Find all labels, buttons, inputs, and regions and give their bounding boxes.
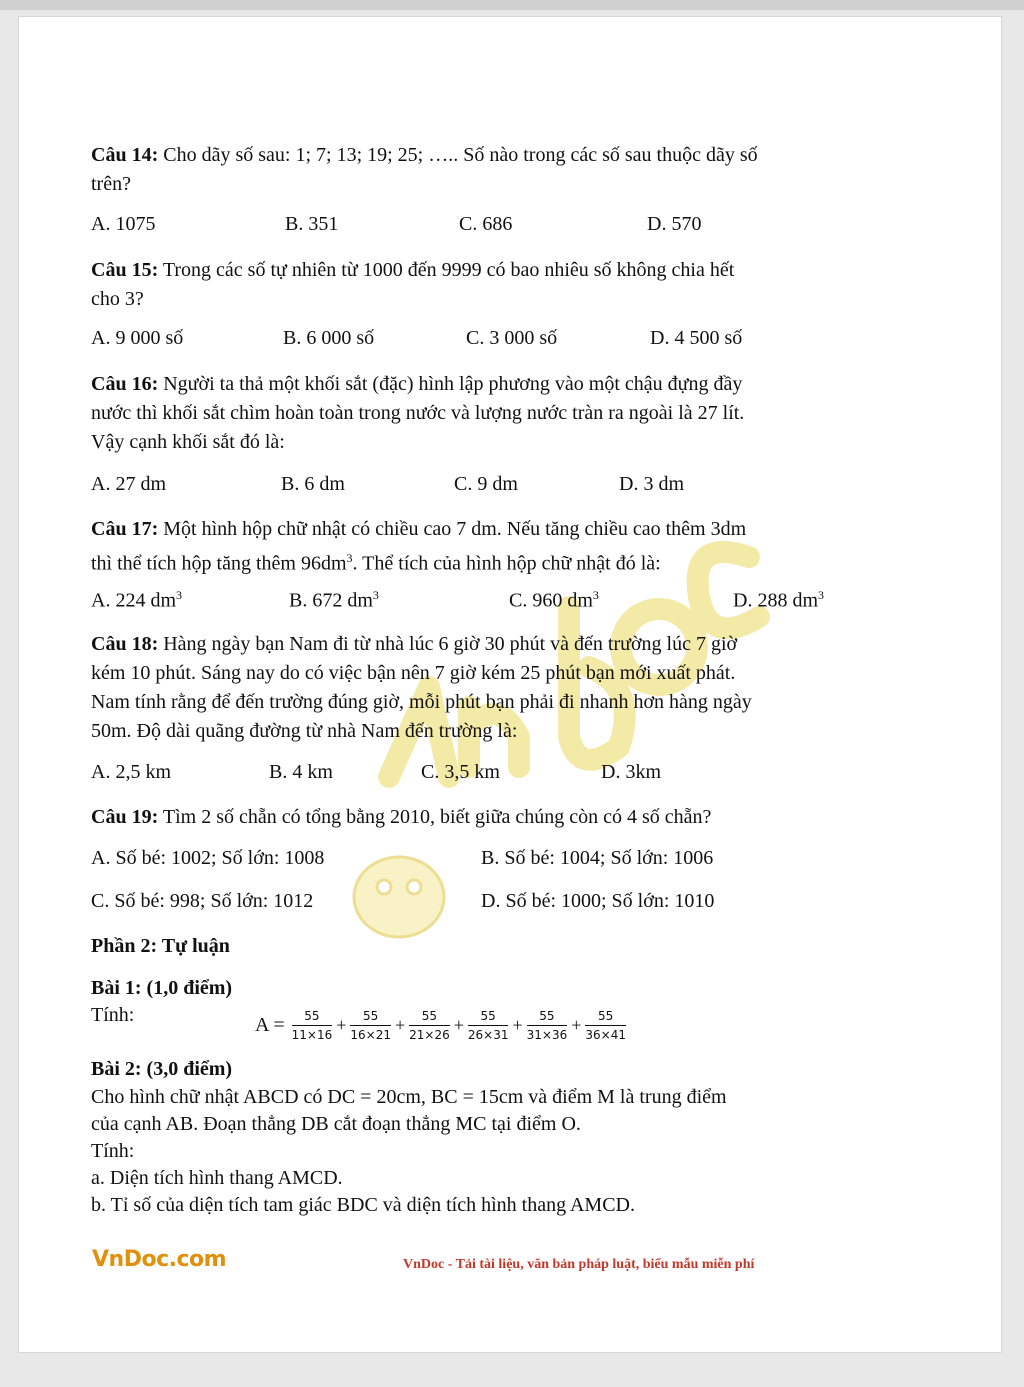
question-16-line3: Vậy cạnh khối sắt đó là:	[91, 431, 285, 453]
question-16-label: Câu 16:	[91, 373, 159, 395]
question-18-line4: 50m. Độ dài quãng đường từ nhà Nam đến trường là:	[91, 720, 518, 742]
question-19-option-c: C. Số bé: 998; Số lớn: 1012	[91, 890, 314, 912]
question-17-option-c-text: C. 960 dm	[509, 589, 593, 612]
question-19-label: Câu 19:	[91, 806, 159, 828]
question-14-text: Cho dãy số sau: 1; 7; 13; 19; 25; ….. Số nào trong các số sau thuộc dãy số	[158, 144, 758, 166]
plus-sign: +	[394, 1015, 406, 1035]
question-16-option-d: D. 3 dm	[619, 473, 684, 495]
part-2-heading: Phần 2: Tự luận	[91, 935, 230, 957]
bai-2-line2: của cạnh AB. Đoạn thẳng DB cắt đoạn thẳng MC tại điểm O.	[91, 1113, 581, 1135]
question-18-option-a: A. 2,5 km	[91, 761, 171, 783]
fraction-3-numerator: 55	[409, 1009, 450, 1026]
bai-1-tinh: Tính:	[91, 1004, 135, 1026]
fraction-1	[292, 1009, 333, 1042]
bai-2-heading: Bài 2: (3,0 điểm)	[91, 1058, 233, 1080]
question-19-text: Tìm 2 số chẵn có tổng bằng 2010, biết giữa chúng còn có 4 số chẵn?	[158, 806, 712, 828]
question-17-line1	[91, 515, 746, 544]
question-18-option-d: D. 3km	[601, 761, 661, 783]
question-17-text-a: thì thể tích hộp tăng thêm 96dm	[91, 552, 347, 575]
fraction-2	[350, 1009, 391, 1042]
question-16-line2: nước thì khối sắt chìm hoàn toàn trong nước và lượng nước tràn ra ngoài là 27 lít.	[91, 402, 745, 424]
question-17-option-a-text: A. 224 dm	[91, 589, 176, 612]
bai-1-heading: Bài 1: (1,0 điểm)	[91, 977, 233, 999]
fraction-1-denominator: 11×16	[291, 1028, 333, 1042]
question-17-line2	[91, 544, 661, 579]
question-15-label: Câu 15:	[91, 259, 159, 281]
fraction-3-denominator: 21×26	[409, 1028, 450, 1042]
question-17-superscript: 3	[346, 551, 353, 565]
question-19-option-a: A. Số bé: 1002; Số lớn: 1008	[91, 847, 325, 869]
question-16-line1	[91, 370, 742, 399]
plus-sign: +	[336, 1015, 347, 1035]
question-19-option-b: B. Số bé: 1004; Số lớn: 1006	[481, 847, 714, 869]
question-16-option-c: C. 9 dm	[454, 473, 518, 495]
question-14-line2: trên?	[91, 173, 131, 195]
bai-2-part-b: b. Tỉ số của diện tích tam giác BDC và diện tích hình thang AMCD.	[91, 1194, 635, 1216]
fraction-5	[527, 1009, 568, 1042]
fraction-4-numerator: 55	[468, 1009, 509, 1026]
question-15-option-d: D. 4 500 số	[650, 327, 743, 349]
viewer-top-bar	[0, 0, 1024, 10]
question-18-option-b: B. 4 km	[269, 761, 333, 783]
question-15-option-c: C. 3 000 số	[466, 327, 558, 349]
option-a-superscript: 3	[176, 588, 182, 602]
question-18-line1	[91, 630, 737, 659]
fraction-2-numerator: 55	[350, 1009, 391, 1026]
fraction-6-numerator: 55	[585, 1009, 626, 1026]
fraction-5-numerator: 55	[527, 1009, 568, 1026]
question-19-line1	[91, 803, 711, 832]
question-16-option-a: A. 27 dm	[91, 473, 166, 495]
question-18-text: Hàng ngày bạn Nam đi từ nhà lúc 6 giờ 30 phút và đến trường lúc 7 giờ	[158, 633, 738, 655]
question-18-line3: Nam tính rằng để đến trường đúng giờ, mỗi phút bạn phải đi nhanh hơn hàng ngày	[91, 691, 752, 713]
plus-sign: +	[512, 1015, 523, 1035]
question-18-label: Câu 18:	[91, 633, 159, 655]
fraction-2-denominator: 16×21	[350, 1028, 391, 1042]
question-14-option-a: A. 1075	[91, 213, 156, 235]
question-17-option-a	[91, 588, 182, 613]
question-14-label: Câu 14:	[91, 144, 159, 166]
fraction-4	[468, 1009, 509, 1042]
plus-sign: +	[571, 1015, 582, 1035]
fraction-5-denominator: 31×36	[526, 1028, 568, 1042]
question-14-option-c: C. 686	[459, 213, 513, 235]
question-17-option-c	[509, 588, 599, 613]
footer-logo: VnDoc.com	[92, 1247, 227, 1272]
fraction-4-denominator: 26×31	[467, 1028, 509, 1042]
formula-lhs: A =	[255, 1014, 285, 1036]
document-page	[18, 16, 1002, 1353]
option-b-superscript: 3	[372, 588, 379, 602]
question-17-label: Câu 17:	[91, 518, 159, 540]
question-17-option-d	[733, 588, 824, 613]
question-15-line2: cho 3?	[91, 288, 144, 310]
fraction-1-numerator: 55	[292, 1009, 333, 1026]
bai-2-line1: Cho hình chữ nhật ABCD có DC = 20cm, BC = 15cm và điểm M là trung điểm	[91, 1086, 727, 1108]
bai-1-formula	[255, 1009, 628, 1042]
question-15-option-a: A. 9 000 số	[91, 327, 184, 349]
question-17-option-b	[289, 588, 379, 613]
question-18-option-c: C. 3,5 km	[421, 761, 500, 783]
footer-tagline: VnDoc - Tải tài liệu, văn bản pháp luật, biểu mẫu miễn phí	[403, 1257, 755, 1272]
question-15-line1	[91, 256, 734, 285]
option-c-superscript: 3	[592, 588, 599, 602]
fraction-6	[585, 1009, 626, 1042]
question-17-text-b: . Thể tích của hình hộp chữ nhật đó là:	[352, 552, 661, 575]
option-d-superscript: 3	[818, 588, 824, 602]
question-18-line2: kém 10 phút. Sáng nay do có việc bận nên 7 giờ kém 25 phút bạn mới xuất phát.	[91, 662, 736, 684]
question-15-text: Trong các số tự nhiên từ 1000 đến 9999 có bao nhiêu số không chia hết	[158, 259, 735, 281]
question-17-text: Một hình hộp chữ nhật có chiều cao 7 dm. Nếu tăng chiều cao thêm 3dm	[158, 518, 747, 540]
question-14-line1	[91, 141, 758, 170]
plus-sign: +	[453, 1015, 464, 1035]
question-16-option-b: B. 6 dm	[281, 473, 345, 495]
question-16-text: Người ta thả một khối sắt (đặc) hình lập phương vào một chậu đựng đầy	[158, 373, 743, 395]
fraction-3	[409, 1009, 450, 1042]
question-17-option-b-text: B. 672 dm	[289, 589, 373, 612]
fraction-6-denominator: 36×41	[585, 1028, 626, 1042]
question-15-option-b: B. 6 000 số	[283, 327, 375, 349]
question-17-option-d-text: D. 288 dm	[733, 589, 818, 612]
question-19-option-d: D. Số bé: 1000; Số lớn: 1010	[481, 890, 715, 912]
bai-2-part-a: a. Diện tích hình thang AMCD.	[91, 1167, 343, 1189]
question-14-option-d: D. 570	[647, 213, 702, 235]
question-14-option-b: B. 351	[285, 213, 339, 235]
bai-2-tinh: Tính:	[91, 1140, 135, 1162]
